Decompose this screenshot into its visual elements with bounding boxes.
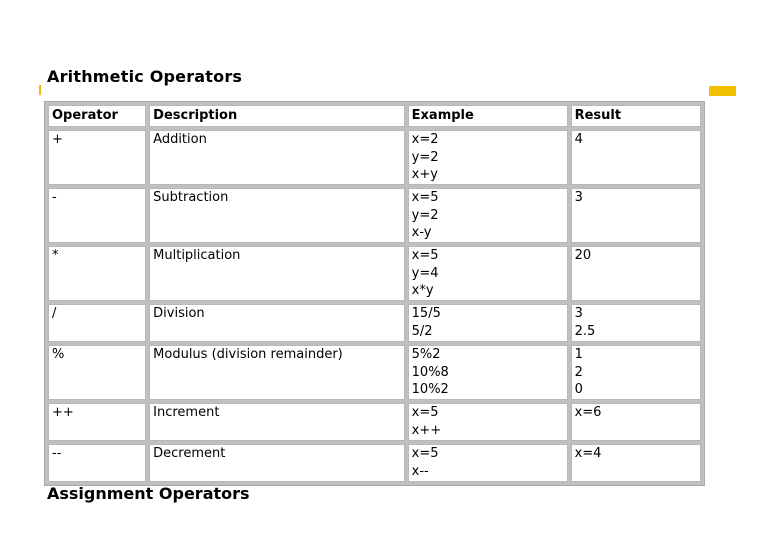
example-line: x=5	[411, 405, 439, 420]
description-cell: Multiplication	[149, 246, 405, 301]
example-line: 5/2	[411, 323, 433, 339]
table-row	[48, 130, 701, 185]
result-cell	[571, 345, 701, 400]
description-cell: Modulus (division remainder)	[149, 345, 405, 400]
table-row	[48, 304, 701, 342]
page-title: Arithmetic Operators	[47, 67, 243, 86]
accent-tick	[39, 85, 41, 95]
example-line: x-y	[411, 225, 432, 240]
result-line: 4	[574, 132, 583, 147]
example-cell	[408, 130, 568, 185]
example-line: 10%2	[411, 382, 449, 397]
table-row	[48, 345, 701, 400]
example-line: y=2	[411, 149, 439, 165]
description-cell: Subtraction	[149, 188, 405, 243]
example-line: y=2	[411, 207, 439, 223]
result-line: 20	[574, 248, 592, 263]
example-line: 5%2	[411, 347, 441, 362]
description-cell: Division	[149, 304, 405, 342]
header-example: Example	[408, 105, 568, 127]
example-line: x=5	[411, 190, 439, 205]
description-cell: Increment	[149, 403, 405, 441]
example-cell	[408, 304, 568, 342]
header-result: Result	[571, 105, 701, 127]
example-cell	[408, 246, 568, 301]
description-cell: Addition	[149, 130, 405, 185]
result-cell	[571, 246, 701, 301]
example-cell	[408, 403, 568, 441]
example-line: x--	[411, 463, 429, 479]
result-cell	[571, 304, 701, 342]
result-line: 3	[574, 190, 583, 205]
example-line: x=2	[411, 132, 439, 147]
example-cell	[408, 345, 568, 400]
example-line: 15/5	[411, 306, 441, 321]
example-line: y=4	[411, 265, 439, 281]
operator-cell: +	[48, 130, 146, 185]
operator-cell: *	[48, 246, 146, 301]
header-description: Description	[149, 105, 405, 127]
operator-cell: --	[48, 444, 146, 482]
table-row	[48, 246, 701, 301]
result-line: 3	[574, 306, 583, 321]
next-section-heading-text: Assignment Operators	[47, 484, 250, 503]
accent-bar	[709, 86, 736, 96]
example-cell	[408, 444, 568, 482]
example-line: x*y	[411, 283, 434, 298]
example-line: 10%8	[411, 364, 449, 380]
operator-cell: /	[48, 304, 146, 342]
result-cell	[571, 444, 701, 482]
operators-table	[44, 101, 705, 486]
table-row	[48, 444, 701, 482]
operator-cell: -	[48, 188, 146, 243]
result-line: x=6	[574, 405, 602, 420]
example-line: x++	[411, 422, 442, 438]
result-cell	[571, 403, 701, 441]
result-cell	[571, 188, 701, 243]
description-cell: Decrement	[149, 444, 405, 482]
operator-cell: ++	[48, 403, 146, 441]
result-line: 1	[574, 347, 583, 362]
result-line: 2	[574, 364, 583, 380]
table-row	[48, 403, 701, 441]
header-operator: Operator	[48, 105, 146, 127]
result-line: 2.5	[574, 323, 596, 339]
example-line: x+y	[411, 167, 438, 182]
result-line: 0	[574, 382, 583, 397]
operator-cell: %	[48, 345, 146, 400]
result-line: x=4	[574, 446, 602, 461]
table-header-row	[48, 105, 701, 127]
table-row	[48, 188, 701, 243]
next-section-heading	[47, 484, 250, 503]
result-cell	[571, 130, 701, 185]
example-line: x=5	[411, 446, 439, 461]
example-cell	[408, 188, 568, 243]
example-line: x=5	[411, 248, 439, 263]
